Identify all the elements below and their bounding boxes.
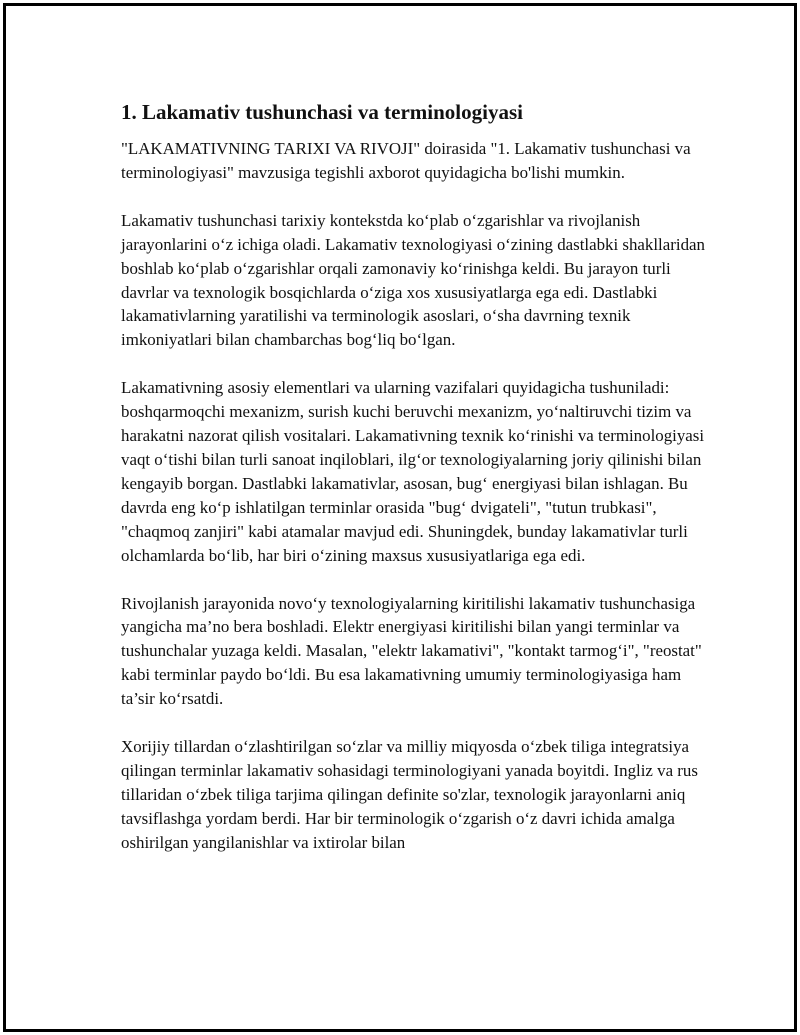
paragraph-development: Rivojlanish jarayonida novo‘y texnologiyalarning kiritilishi lakamativ tushunchasiga yangicha ma’no bera boshladi. Elektr energiyasi kiritilishi bilan yangi terminlar va tushunchalar yuzaga keldi. Masalan, "elektr lakamativi", "kontakt tarmog‘i", "reostat" kabi terminlar paydo bo‘ldi. Bu esa lakamativning umumiy terminologiyasiga ham ta’sir ko‘rsatdi.	[121, 593, 702, 709]
paragraph-elements: Lakamativning asosiy elementlari va ularning vazifalari quyidagicha tushuniladi: boshqarmoqchi mexanizm, surish kuchi beruvchi mexanizm, yo‘naltiruvchi tizim va harakatni nazorat qilish vositalari. Lakamativning texnik ko‘rinishi va terminologiyasi vaqt o‘tishi bilan turli sanoat inqiloblari, ilg‘or texnologiyalarning joriy qilinishi bilan kengayib borgan. Dastlabki lakamativlar, asosan, bug‘ energiyasi bilan ishlagan. Bu davrda eng ko‘p ishlatilgan terminlar orasida "bug‘ dvigateli", "tutun trubkasi", "chaqmoq zanjiri" kabi atamalar mavjud edi. Shuningdek, bunday lakamativlar turli olchamlarda bo‘lib, har biri o‘zining maxsus xususiyatlariga ega edi.	[121, 378, 705, 565]
paragraph-intro: "LAKAMATIVNING TARIXI VA RIVOJI" doirasida "1. Lakamativ tushunchasi va terminologiyasi" mavzusiga tegishli axborot quyidagicha bo'lishi mumkin.	[121, 139, 691, 182]
section-title: 1. Lakamativ tushunchasi va terminologiyasi	[121, 100, 523, 124]
paragraph-foreign-terms: Xorijiy tillardan o‘zlashtirilgan so‘zlar va milliy miqyosda o‘zbek tiliga integratsiya qilingan terminlar lakamativ sohasidagi terminologiyani yanada boyitdi. Ingliz va rus tillaridan o‘zbek tiliga tarjima qilingan definite so'zlar, texnologik jarayonlarni aniq tavsiflashga yordam berdi. Har bir terminologik o‘zgarish o‘z davri ichida amalga oshirilgan yangilanishlar va ixtirolar bilan	[121, 737, 698, 852]
page-frame	[3, 3, 797, 1032]
document-content	[121, 98, 706, 879]
paragraph-history: Lakamativ tushunchasi tarixiy kontekstda ko‘plab o‘zgarishlar va rivojlanish jarayonlarini o‘z ichiga oladi. Lakamativ texnologiyasi o‘zining dastlabki shakllaridan boshlab ko‘plab o‘zgarishlar orqali zamonaviy ko‘rinishga keldi. Bu jarayon turli davrlar va texnologik bosqichlarda o‘ziga xos xususiyatlarga ega edi. Dastlabki lakamativlarning yaratilishi va terminologik asoslari, o‘sha davrning texnik imkoniyatlari bilan chambarchas bog‘liq bo‘lgan.	[121, 210, 705, 350]
